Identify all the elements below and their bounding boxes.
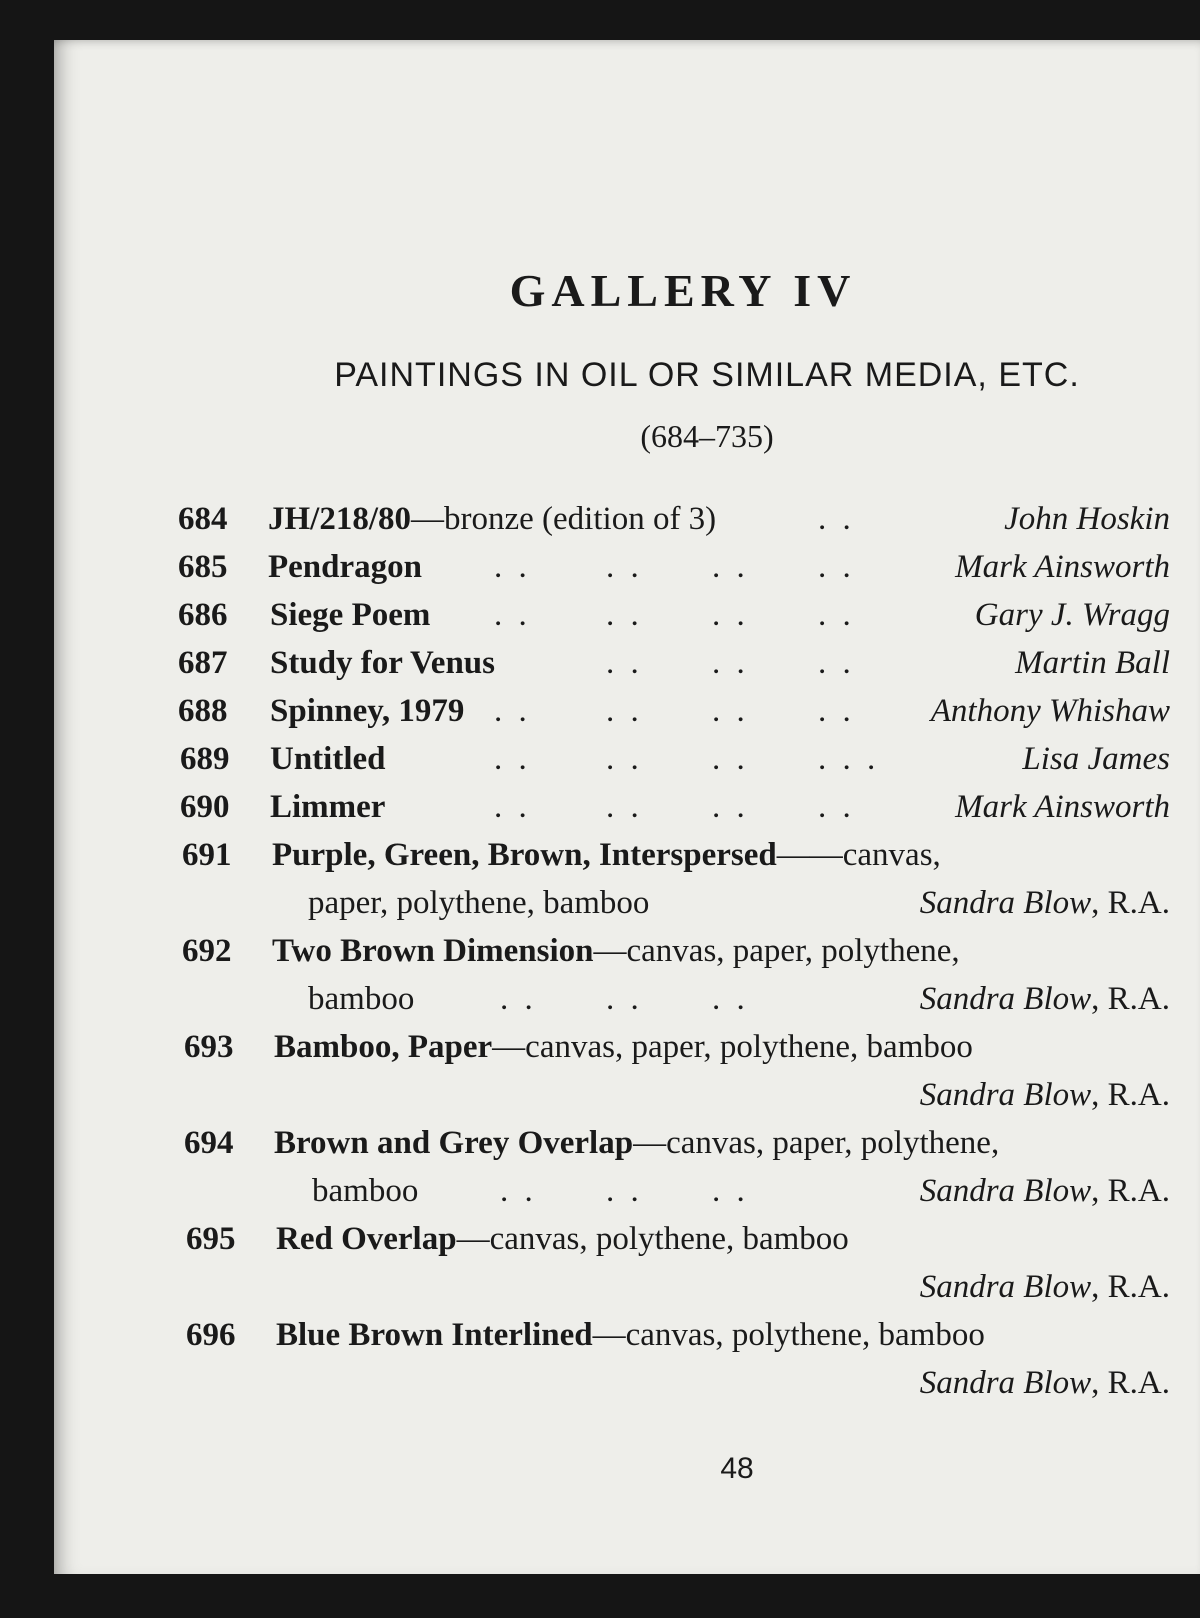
leader-dots: . . (712, 981, 749, 1017)
entry-title: Study for Venus (270, 645, 495, 681)
entry-691-continuation (54, 880, 1200, 926)
entry-title: Red Overlap—canvas, polythene, bamboo (276, 1221, 849, 1257)
leader-dots: . . (606, 549, 643, 585)
entry-detail: —bronze (edition of 3) (411, 501, 717, 537)
entry-number: 686 (178, 597, 228, 633)
leader-dots: . . (500, 981, 537, 1017)
catalogue-page (54, 40, 1200, 1574)
leader-dots: . . (818, 789, 855, 825)
entry-number: 693 (184, 1029, 234, 1065)
entry-693 (54, 1024, 1200, 1070)
entry-number: 696 (186, 1317, 236, 1353)
entry-number: 684 (178, 501, 228, 537)
entry-687 (54, 640, 1200, 686)
entry-title: Limmer (270, 789, 386, 825)
entry-artist: Sandra Blow, R.A. (919, 1173, 1170, 1209)
entry-693-continuation (54, 1072, 1200, 1118)
entry-title: JH/218/80—bronze (edition of 3) (268, 501, 717, 537)
page-title: GALLERY IV (509, 265, 857, 316)
entry-detail: —canvas, paper, polythene, bamboo (492, 1029, 973, 1065)
leader-dots: . . (712, 789, 749, 825)
leader-dots: . . (606, 597, 643, 633)
entry-artist: Sandra Blow, R.A. (919, 885, 1170, 921)
entry-artist: Sandra Blow, R.A. (919, 1365, 1170, 1401)
leader-dots: . . (606, 741, 643, 777)
leader-dots: . . (606, 1173, 643, 1209)
entry-title: Brown and Grey Overlap—canvas, paper, polythene, (274, 1125, 1000, 1161)
entry-detail: —canvas, polythene, bamboo (456, 1221, 849, 1257)
entry-detail-cont: paper, polythene, bamboo (308, 885, 650, 921)
entry-detail-cont: bamboo (308, 981, 415, 1017)
entry-692 (54, 928, 1200, 974)
entry-title: Purple, Green, Brown, Interspersed——canvas, (272, 837, 941, 873)
leader-dots: . . (712, 741, 749, 777)
entry-detail: —canvas, paper, polythene, (633, 1125, 1000, 1161)
entry-artist: Sandra Blow, R.A. (919, 1269, 1170, 1305)
entry-number: 690 (180, 789, 230, 825)
entry-detail: ——canvas, (776, 837, 941, 873)
entry-number: 687 (178, 645, 228, 681)
section-subtitle: PAINTINGS IN OIL OR SIMILAR MEDIA, ETC. (334, 356, 1080, 394)
entry-title: Spinney, 1979 (270, 693, 465, 729)
entry-artist: John Hoskin (1004, 501, 1170, 537)
entry-title: Pendragon (268, 549, 423, 585)
entry-detail: —canvas, polythene, bamboo (592, 1317, 985, 1353)
entry-694 (54, 1120, 1200, 1166)
leader-dots: . . (818, 549, 855, 585)
leader-dots: . . (494, 789, 531, 825)
entry-number: 695 (186, 1221, 236, 1257)
leader-dots: . . (712, 549, 749, 585)
entry-696 (54, 1312, 1200, 1358)
entry-artist: Sandra Blow, R.A. (919, 1077, 1170, 1113)
entry-689 (54, 736, 1200, 782)
leader-dots: . . (494, 741, 531, 777)
leader-dots: . . (712, 1173, 749, 1209)
leader-dots: . . (606, 693, 643, 729)
entry-artist: Mark Ainsworth (955, 549, 1170, 585)
entry-694-continuation (54, 1168, 1200, 1214)
entry-695 (54, 1216, 1200, 1262)
leader-dots: . . . (818, 741, 880, 777)
leader-dots: . . (606, 981, 643, 1017)
entry-artist: Anthony Whishaw (930, 693, 1170, 729)
entry-title: Siege Poem (270, 597, 431, 633)
leader-dots: . . (606, 645, 643, 681)
leader-dots: . . (712, 693, 749, 729)
entry-number: 692 (182, 933, 232, 969)
entry-title: Blue Brown Interlined—canvas, polythene, bamboo (276, 1317, 985, 1353)
entry-685 (54, 544, 1200, 590)
entry-artist: Lisa James (1022, 741, 1170, 777)
catalogue-range: (684–735) (640, 418, 774, 454)
leader-dots: . . (712, 645, 749, 681)
entry-695-continuation (54, 1264, 1200, 1310)
entry-691 (54, 832, 1200, 878)
entry-artist: Sandra Blow, R.A. (919, 981, 1170, 1017)
leader-dots: . . (818, 501, 855, 537)
entry-detail-cont: bamboo (312, 1173, 419, 1209)
entry-number: 694 (184, 1125, 234, 1161)
entry-artist: Mark Ainsworth (955, 789, 1170, 825)
leader-dots: . . (500, 1173, 537, 1209)
entry-title: Bamboo, Paper—canvas, paper, polythene, bamboo (274, 1029, 973, 1065)
entry-number: 685 (178, 549, 228, 585)
leader-dots: . . (818, 597, 855, 633)
entry-number: 688 (178, 693, 228, 729)
entry-688 (54, 688, 1200, 734)
page-number: 48 (720, 1452, 754, 1485)
entry-696-continuation (54, 1360, 1200, 1406)
leader-dots: . . (712, 597, 749, 633)
entry-690 (54, 784, 1200, 830)
entry-692-continuation (54, 976, 1200, 1022)
leader-dots: . . (494, 693, 531, 729)
leader-dots: . . (494, 597, 531, 633)
leader-dots: . . (818, 645, 855, 681)
entry-number: 691 (182, 837, 232, 873)
entry-686 (54, 592, 1200, 638)
entry-title: Untitled (270, 741, 386, 777)
entry-684 (54, 496, 1200, 542)
entry-number: 689 (180, 741, 230, 777)
leader-dots: . . (494, 549, 531, 585)
entry-artist: Martin Ball (1015, 645, 1170, 681)
entry-artist: Gary J. Wragg (974, 597, 1170, 633)
entry-detail: —canvas, paper, polythene, (593, 933, 960, 969)
leader-dots: . . (606, 789, 643, 825)
entry-title: Two Brown Dimension—canvas, paper, polythene, (272, 933, 960, 969)
leader-dots: . . (818, 693, 855, 729)
